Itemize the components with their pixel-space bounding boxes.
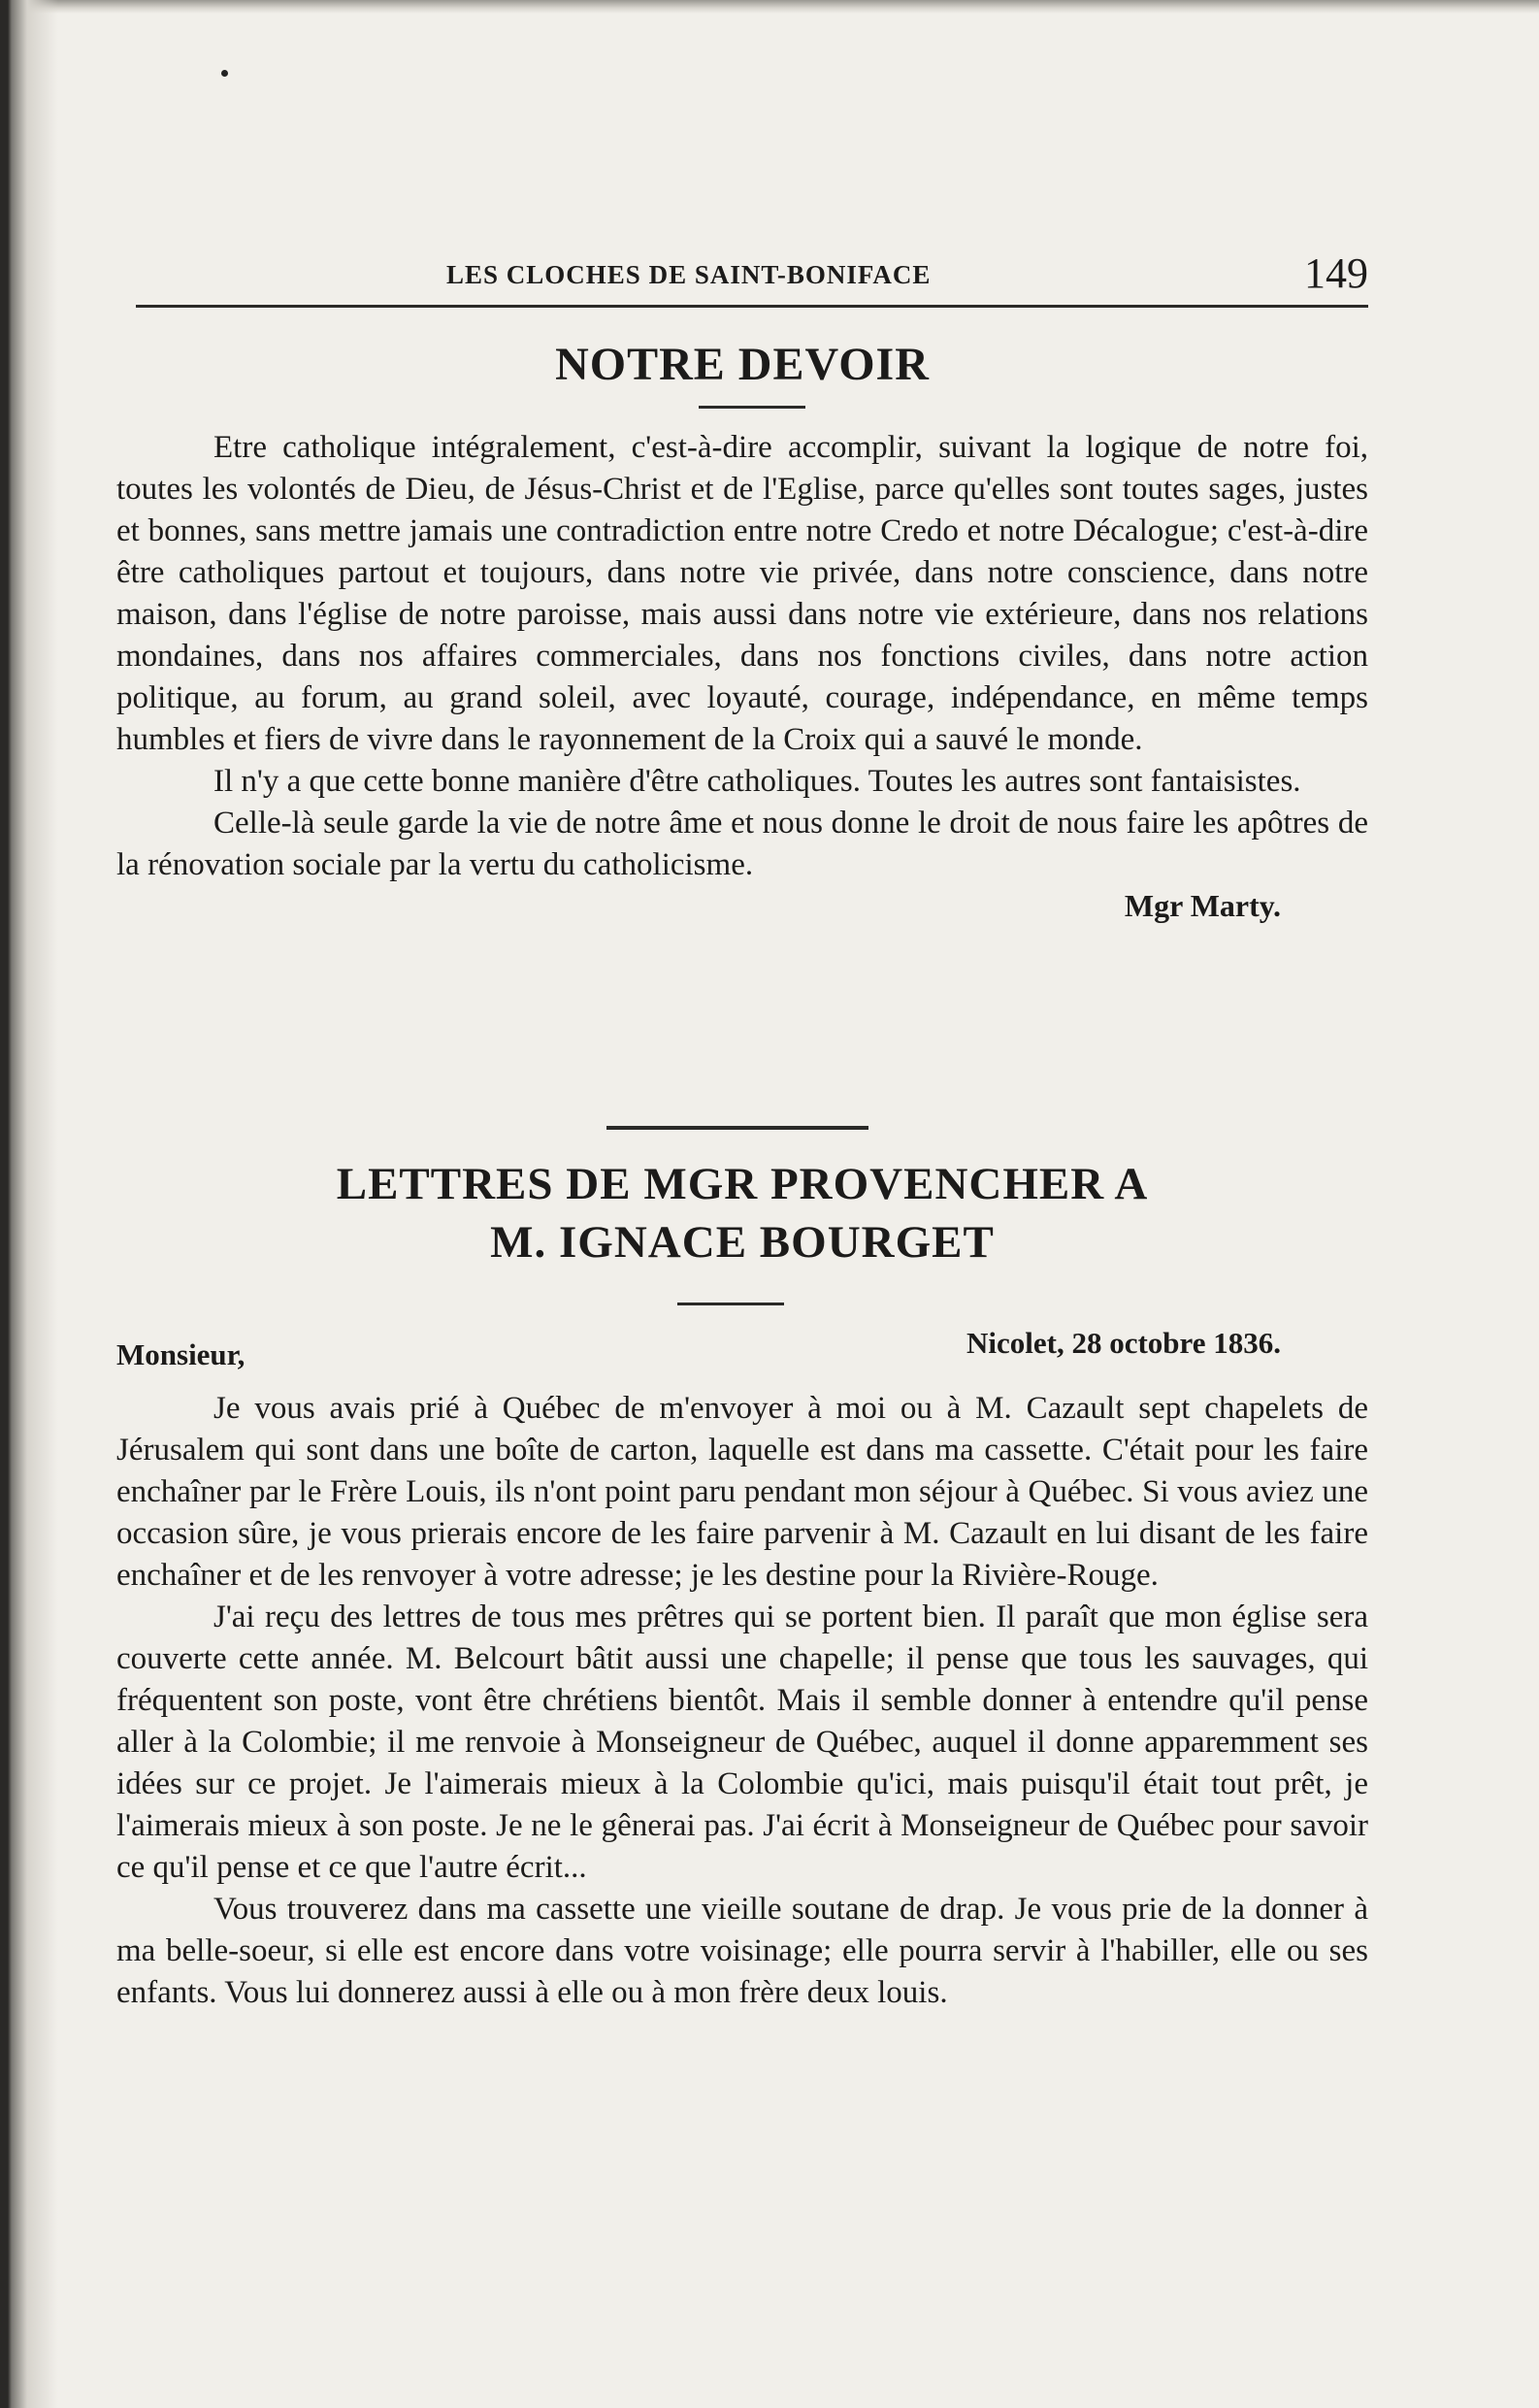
ink-speck [221, 70, 228, 77]
paragraph: J'ai reçu des lettres de tous mes prêtres qui se portent bien. Il paraît que mon église sera couverte cette année. M. Belcourt bâtit aussi une chapelle; il pense que tous les sauvages, qui fréquentent son poste, vont être chrétiens bientôt. Mais il semble donner à entendre qu'il pense aller à la Colombie; il me renvoie à Monseigneur de Québec, auquel il donne apparemment ses idées sur ce projet. Je l'aimerais mieux à la Colombie qu'ici, mais puisqu'il était tout prêt, je l'aimerais mieux à son poste. Je ne le gênerai pas. J'ai écrit à Monseigneur de Québec pour savoir ce qu'il pense et ce que l'autre écrit... [116, 1600, 1368, 1885]
scan-top-edge [0, 0, 1539, 14]
title-underline [677, 1303, 784, 1305]
letter-body [116, 1388, 1368, 2014]
article-title-notre-devoir: NOTRE DEVOIR [555, 339, 930, 390]
salutation: Monsieur, [116, 1337, 246, 1371]
paragraph: Je vous avais prié à Québec de m'envoyer à moi ou à M. Cazault sept chapelets de Jérusalem qui sont dans une boîte de carton, laquelle est dans ma cassette. C'était pour les faire enchaîner par le Frère Louis, ils n'ont point paru pendant mon séjour à Québec. Si vous aviez une occasion sûre, je vous prierais encore de les faire parvenir à M. Cazault en lui disant de les faire enchaîner et de les renvoyer à votre adresse; je les destine pour la Rivière-Rouge. [116, 1391, 1368, 1593]
signature: Mgr Marty. [1124, 888, 1281, 923]
running-header [116, 248, 1368, 297]
paragraph: Etre catholique intégralement, c'est-à-dire accomplir, suivant la logique de notre foi, toutes les volontés de Dieu, de Jésus-Christ et de l'Eglise, parce qu'elles sont toutes sages, justes et bonnes, sans mettre jamais une contradiction entre notre Credo et notre Décalogue; c'est-à-dire être catholiques partout et toujours, dans notre vie privée, dans notre conscience, dans notre maison, dans l'église de notre paroisse, mais aussi dans notre vie extérieure, dans nos relations mondaines, dans nos affaires commerciales, dans nos fonctions civiles, dans notre action politique, au forum, au grand soleil, avec loyauté, courage, indépendance, en même temps humbles et fiers de vivre dans le rayonnement de la Croix qui a sauvé le monde. [116, 430, 1368, 757]
header-rule [136, 305, 1368, 308]
letter-header [116, 1320, 1368, 1378]
page-number: 149 [1304, 249, 1368, 297]
dateline: Nicolet, 28 octobre 1836. [966, 1326, 1281, 1360]
scan-binding-edge [0, 0, 68, 2408]
paragraph: Vous trouverez dans ma cassette une vieille soutane de drap. Je vous prie de la donner à ma belle-soeur, si elle est encore dans votre voisinage; elle pourra servir à l'habiller, elle ou ses enfants. Vous lui donnerez aussi à elle ou à mon frère deux louis. [116, 1892, 1368, 2010]
title-underline [699, 406, 805, 409]
title-line-2: M. IGNACE BOURGET [490, 1217, 995, 1268]
section-separator-rule [606, 1126, 868, 1130]
paragraph: Il n'y a que cette bonne manière d'être catholiques. Toutes les autres sont fantaisistes. [213, 764, 1301, 799]
article-title-lettres [116, 1155, 1368, 1271]
running-title: LES CLOCHES DE SAINT-BONIFACE [446, 260, 932, 289]
paragraph: Celle-là seule garde la vie de notre âme et nous donne le droit de nous faire les apôtres de la rénovation sociale par la vertu du catholicisme. [116, 806, 1368, 882]
title-line-1: LETTRES DE MGR PROVENCHER A [336, 1159, 1149, 1209]
book-page [116, 233, 1368, 2320]
article-body-notre-devoir [116, 427, 1368, 924]
